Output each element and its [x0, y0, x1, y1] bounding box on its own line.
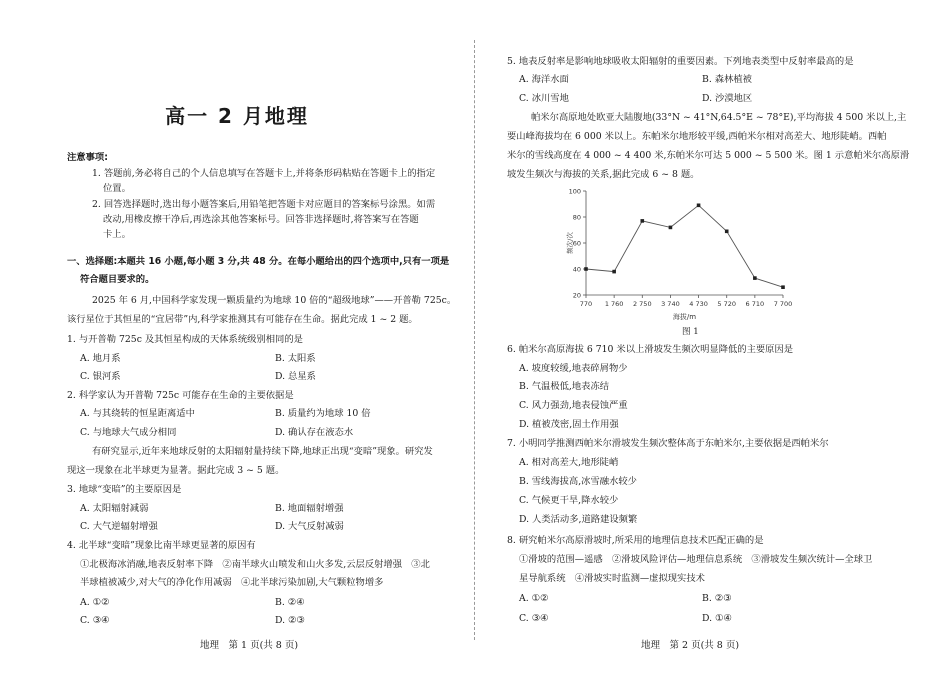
option-c: C. 气候更干旱,降水较少 [519, 495, 619, 506]
statement-line: 星导航系统 ④滑坡实时监测—虚拟现实技术 [519, 573, 705, 584]
x-tick-label: 3 740 [661, 300, 680, 308]
data-point [753, 276, 757, 280]
x-axis-label: 海拔/m [672, 313, 697, 321]
option-d: D. 人类活动多,道路建设频繁 [519, 514, 638, 525]
passage-line: 坡发生频次与海拔的关系,据此完成 6 ~ 8 题。 [507, 169, 700, 180]
statement-line: 半球植被减少,对大气的净化作用减弱 ④北半球污染加剧,大气颗粒物增多 [80, 577, 384, 588]
data-point [584, 267, 588, 271]
passage-line: 现这一现象在北半球更为显著。据此完成 3 ~ 5 题。 [67, 465, 285, 476]
note-line: 2. 回答选择题时,选出每小题答案后,用铅笔把答题卡对应题目的答案标号涂黑。如需 [92, 199, 436, 210]
question-stem: 2. 科学家认为开普勒 725c 可能存在生命的主要依据是 [67, 390, 294, 401]
note-line: 卡上。 [103, 229, 131, 240]
passage-line: 米尔的雪线高度在 4 000 ~ 4 400 米,东帕米尔可达 5 000 ~ 5 500 米。图 1 示意帕米尔高原滑 [507, 150, 910, 161]
data-point [725, 230, 729, 234]
option-c: C. ③④ [80, 615, 110, 626]
question-stem: 5. 地表反射率是影响地球吸收太阳辐射的重要因素。下列地表类型中反射率最高的是 [507, 56, 854, 67]
notes-heading: 注意事项: [67, 152, 108, 163]
data-point [781, 285, 785, 289]
option-d: D. 植被茂密,固土作用强 [519, 419, 619, 430]
option-a: A. 相对高差大,地形陡峭 [519, 457, 619, 468]
option-a: A. ①② [519, 593, 549, 604]
page-1 [0, 0, 474, 688]
x-tick-label: 7 700 [773, 300, 793, 308]
page-divider [474, 40, 475, 640]
passage-line: 要山峰海拔均在 6 000 米以上。东帕米尔地形较平缓,西帕米尔相对高差大、地形陡峭。西帕 [507, 131, 887, 142]
passage-line: 该行星位于其恒星的“宜居带”内,科学家推测其有可能存在生命。据此完成 1 ~ 2 题。 [67, 314, 418, 325]
option-d: D. ①④ [702, 613, 732, 624]
passage-line: 有研究显示,近年来地球反射的太阳辐射量持续下降,地球正出现“变暗”现象。研究发 [92, 446, 433, 457]
landslide-frequency-chart [566, 183, 826, 333]
y-tick-label: 100 [568, 187, 581, 196]
question-stem: 1. 与开普勒 725c 及其恒星构成的天体系统级别相同的是 [67, 334, 303, 345]
page-title: 高一 2 月地理 [165, 104, 309, 128]
option-b: B. ②③ [702, 593, 732, 604]
note-line: 位置。 [103, 183, 131, 194]
data-point [640, 219, 644, 223]
series-line [586, 205, 783, 287]
option-b: B. 森林植被 [702, 74, 752, 85]
x-tick-label: 1 760 [604, 300, 624, 308]
option-d: D. 总星系 [275, 371, 316, 382]
question-stem: 4. 北半球“变暗”现象比南半球更显著的原因有 [67, 540, 256, 551]
figure-caption: 图 1 [682, 327, 699, 337]
passage-line: 帕米尔高原地处欧亚大陆腹地(33°N ~ 41°N,64.5°E ~ 78°E),平均海拔 4 500 米以上,主 [531, 112, 907, 123]
option-d: D. ②③ [275, 615, 305, 626]
note-line: 1. 答题前,务必将自己的个人信息填写在答题卡上,并将条形码粘贴在答题卡上的指定 [92, 168, 436, 179]
y-axis-label: 频次/次 [566, 232, 574, 254]
page-footer: 地理 第 1 页(共 8 页) [200, 640, 299, 651]
x-tick-label: 770 [579, 300, 593, 308]
y-tick-label: 40 [572, 265, 581, 274]
option-d: D. 大气反射减弱 [275, 521, 344, 532]
statement-line: ①滑坡的范围—遥感 ②滑坡风险评估—地理信息系统 ③滑坡发生频次统计—全球卫 [519, 554, 873, 565]
option-c: C. 风力强劲,地表侵蚀严重 [519, 400, 628, 411]
option-b: B. 地面辐射增强 [275, 503, 344, 514]
x-tick-label: 2 750 [632, 300, 652, 308]
x-tick-label: 6 710 [745, 300, 765, 308]
option-d: D. 确认存在液态水 [275, 427, 354, 438]
y-tick-label: 20 [572, 291, 581, 300]
option-c: C. ③④ [519, 613, 549, 624]
section-heading: 一、选择题:本题共 16 小题,每小题 3 分,共 48 分。在每小题给出的四个选项中,只有一项是 [67, 256, 450, 267]
y-tick-label: 60 [572, 239, 581, 248]
option-a: A. 太阳辐射减弱 [80, 503, 149, 514]
page-footer: 地理 第 2 页(共 8 页) [641, 640, 740, 651]
option-b: B. 太阳系 [275, 353, 316, 364]
option-b: B. 雪线海拔高,冰雪融水较少 [519, 476, 637, 487]
option-b: B. 质量约为地球 10 倍 [275, 408, 371, 419]
option-a: A. 坡度较缓,地表碎屑物少 [519, 363, 628, 374]
option-c: C. 银河系 [80, 371, 121, 382]
question-stem: 8. 研究帕米尔高原滑坡时,所采用的地理信息技术匹配正确的是 [507, 535, 764, 546]
question-stem: 3. 地球“变暗”的主要原因是 [67, 484, 182, 495]
option-a: A. 与其绕转的恒星距离适中 [80, 408, 195, 419]
page-2 [476, 0, 950, 688]
option-c: C. 冰川雪地 [519, 93, 569, 104]
x-tick-label: 5 720 [717, 300, 737, 308]
option-c: C. 大气逆辐射增强 [80, 521, 158, 532]
note-line: 改动,用橡皮擦干净后,再选涂其他答案标号。回答非选择题时,将答案写在答题 [103, 214, 419, 225]
y-tick-label: 80 [572, 213, 581, 222]
section-heading-cont: 符合题目要求的。 [80, 274, 155, 285]
statement-line: ①北极海冰消融,地表反射率下降 ②南半球火山喷发和山火多发,云层反射增强 ③北 [80, 559, 430, 570]
option-c: C. 与地球大气成分相同 [80, 427, 177, 438]
option-b: B. 气温极低,地表冻结 [519, 381, 610, 392]
data-point [697, 204, 701, 208]
passage-line: 2025 年 6 月,中国科学家发现一颗质量约为地球 10 倍的“超级地球”——开普勒 725c。 [92, 295, 457, 306]
option-a: A. 海洋水面 [519, 74, 569, 85]
question-stem: 7. 小明同学推测西帕米尔滑坡发生频次整体高于东帕米尔,主要依据是西帕米尔 [507, 438, 829, 449]
x-tick-label: 4 730 [689, 300, 708, 308]
data-point [612, 270, 616, 274]
option-b: B. ②④ [275, 597, 305, 608]
option-d: D. 沙漠地区 [702, 93, 753, 104]
question-stem: 6. 帕米尔高原海拔 6 710 米以上滑坡发生频次明显降低的主要原因是 [507, 344, 794, 355]
option-a: A. ①② [80, 597, 110, 608]
data-point [669, 226, 673, 230]
option-a: A. 地月系 [80, 353, 121, 364]
